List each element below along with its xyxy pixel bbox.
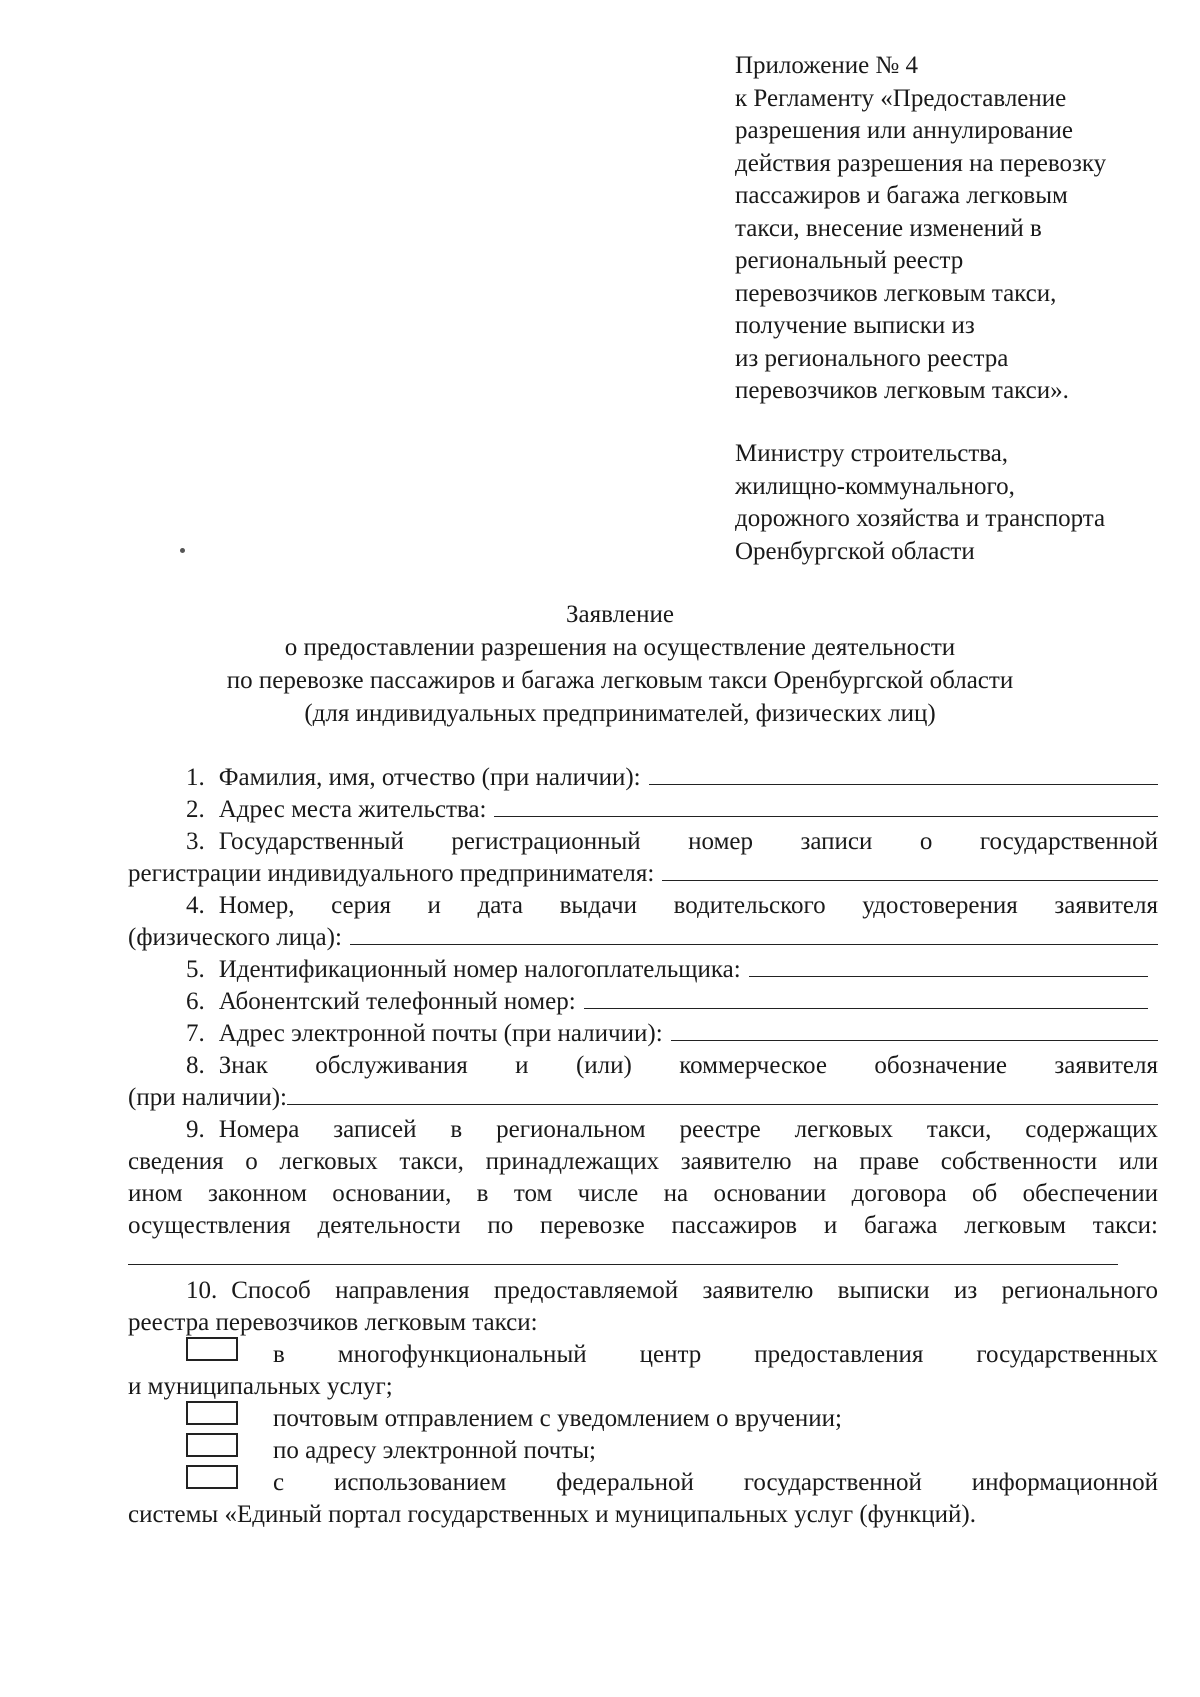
- field-label: Адрес места жительства:: [218, 796, 487, 823]
- document-title: [120, 598, 1120, 730]
- addressee-line: жилищно-коммунального,: [735, 472, 1015, 500]
- registry-records-input-line[interactable]: [128, 1242, 1118, 1265]
- field-label: Абонентский телефонный номер:: [218, 988, 576, 1015]
- field-registry-records-text: сведения о легковых такси, принадлежащих заявителю на праве собственности или: [128, 1148, 1158, 1175]
- title-line: по перевозке пассажиров и багажа легковым такси Оренбургской области: [226, 667, 1014, 694]
- appendix-line: пассажиров и багажа легковым: [735, 182, 1068, 209]
- item-number: 5.: [186, 956, 205, 983]
- phone-input-line[interactable]: [584, 986, 1148, 1009]
- field-registry-records-text: [128, 1114, 1158, 1146]
- driver-license-input-line[interactable]: [350, 922, 1158, 945]
- email-input-line[interactable]: [671, 1018, 1158, 1041]
- item-number: 9.: [186, 1116, 205, 1143]
- gosuslugi-checkbox[interactable]: [186, 1465, 238, 1489]
- option-mfc: [128, 1339, 1158, 1371]
- item-number: 4.: [186, 892, 205, 919]
- field-label: Способ направления предоставляемой заявителю выписки из регионального: [231, 1277, 1158, 1304]
- field-label: Фамилия, имя, отчество (при наличии):: [218, 764, 641, 791]
- field-label: Адрес электронной почты (при наличии):: [218, 1020, 663, 1047]
- option-label: по адресу электронной почты;: [273, 1437, 596, 1464]
- form-body: [128, 762, 1158, 1531]
- appendix-line: из регионального реестра: [735, 344, 1009, 372]
- item-number: 8.: [186, 1052, 205, 1079]
- option-post: [128, 1403, 1158, 1435]
- full-name-input-line[interactable]: [649, 762, 1158, 785]
- addressee-line: дорожного хозяйства и транспорта: [735, 505, 1106, 532]
- field-label: регистрации индивидуального предпринимателя:: [128, 860, 655, 887]
- field-residence-address: [128, 794, 1158, 826]
- option-label: и муниципальных услуг;: [128, 1373, 393, 1400]
- field-registry-records-text: осуществления деятельности по перевозке пассажиров и багажа легковым такси:: [128, 1212, 1158, 1239]
- field-label: Знак обслуживания и (или) коммерческое обозначение заявителя: [218, 1052, 1158, 1079]
- field-full-name: [128, 762, 1158, 794]
- post-checkbox[interactable]: [186, 1401, 238, 1425]
- field-driver-license: [128, 922, 1158, 954]
- appendix-line: перевозчиков легковым такси,: [735, 279, 1057, 307]
- option-label: с использованием федеральной государственной информационной: [273, 1469, 1158, 1496]
- field-label: Номер, серия и дата выдачи водительского удостоверения заявителя: [218, 892, 1158, 919]
- option-gosuslugi: [128, 1467, 1158, 1499]
- appendix-line: Приложение № 4: [735, 52, 919, 79]
- scan-speck: [180, 548, 185, 553]
- field-driver-license-label: [128, 890, 1158, 922]
- item-number: 7.: [186, 1020, 205, 1047]
- option-email: [128, 1435, 1158, 1467]
- item-number: 3.: [186, 828, 205, 855]
- item-number: 6.: [186, 988, 205, 1015]
- field-label: Государственный регистрационный номер записи о государственной: [218, 828, 1158, 855]
- field-label: Номера записей в региональном реестре легковых такси, содержащих: [218, 1116, 1158, 1143]
- delivery-method-label: реестра перевозчиков легковым такси:: [128, 1309, 538, 1336]
- field-registration-number-label: [128, 826, 1158, 858]
- field-label: (при наличии):: [128, 1084, 287, 1111]
- appendix-line: перевозчиков легковым такси».: [735, 377, 1069, 404]
- residence-address-input-line[interactable]: [494, 794, 1158, 817]
- appendix-line: региональный реестр: [735, 247, 964, 274]
- option-label: почтовым отправлением с уведомлением о вручении;: [273, 1405, 842, 1432]
- mfc-checkbox[interactable]: [186, 1337, 238, 1361]
- appendix-header: [735, 50, 1175, 408]
- field-email: [128, 1018, 1158, 1050]
- addressee-line: Министру строительства,: [735, 440, 1009, 467]
- field-label: (физического лица):: [128, 924, 342, 951]
- registration-number-input-line[interactable]: [662, 858, 1158, 881]
- item-number: 2.: [186, 796, 205, 823]
- appendix-line: получение выписки из: [735, 312, 975, 339]
- email-checkbox[interactable]: [186, 1433, 238, 1457]
- inn-input-line[interactable]: [749, 954, 1148, 977]
- field-inn: [128, 954, 1158, 986]
- item-number: 1.: [186, 764, 205, 791]
- addressee-line: Оренбургской области: [735, 537, 975, 565]
- appendix-line: действия разрешения на перевозку: [735, 149, 1107, 177]
- title-line: (для индивидуальных предпринимателей, физических лиц): [304, 700, 936, 727]
- field-service-mark: [128, 1082, 1158, 1114]
- option-label: в многофункциональный центр предоставления государственных: [273, 1341, 1158, 1368]
- addressee-block: [735, 438, 1175, 568]
- service-mark-input-line[interactable]: [287, 1082, 1158, 1105]
- item-number: 10.: [186, 1277, 218, 1304]
- field-label: Идентификационный номер налогоплательщика:: [218, 956, 741, 983]
- option-label: системы «Единый портал государственных и муниципальных услуг (функций).: [128, 1501, 976, 1528]
- field-phone: [128, 986, 1158, 1018]
- appendix-line: к Регламенту «Предоставление: [735, 84, 1067, 112]
- delivery-method-label: [128, 1275, 1158, 1307]
- field-registration-number: [128, 858, 1158, 890]
- field-registry-records-text: ином законном основании, в том числе на основании договора об обеспечении: [128, 1180, 1158, 1207]
- appendix-line: разрешения или аннулирование: [735, 117, 1073, 144]
- title-line: о предоставлении разрешения на осуществление деятельности: [284, 634, 956, 661]
- title-heading: Заявление: [565, 601, 675, 628]
- appendix-line: такси, внесение изменений в: [735, 214, 1042, 242]
- field-service-mark-label: [128, 1050, 1158, 1082]
